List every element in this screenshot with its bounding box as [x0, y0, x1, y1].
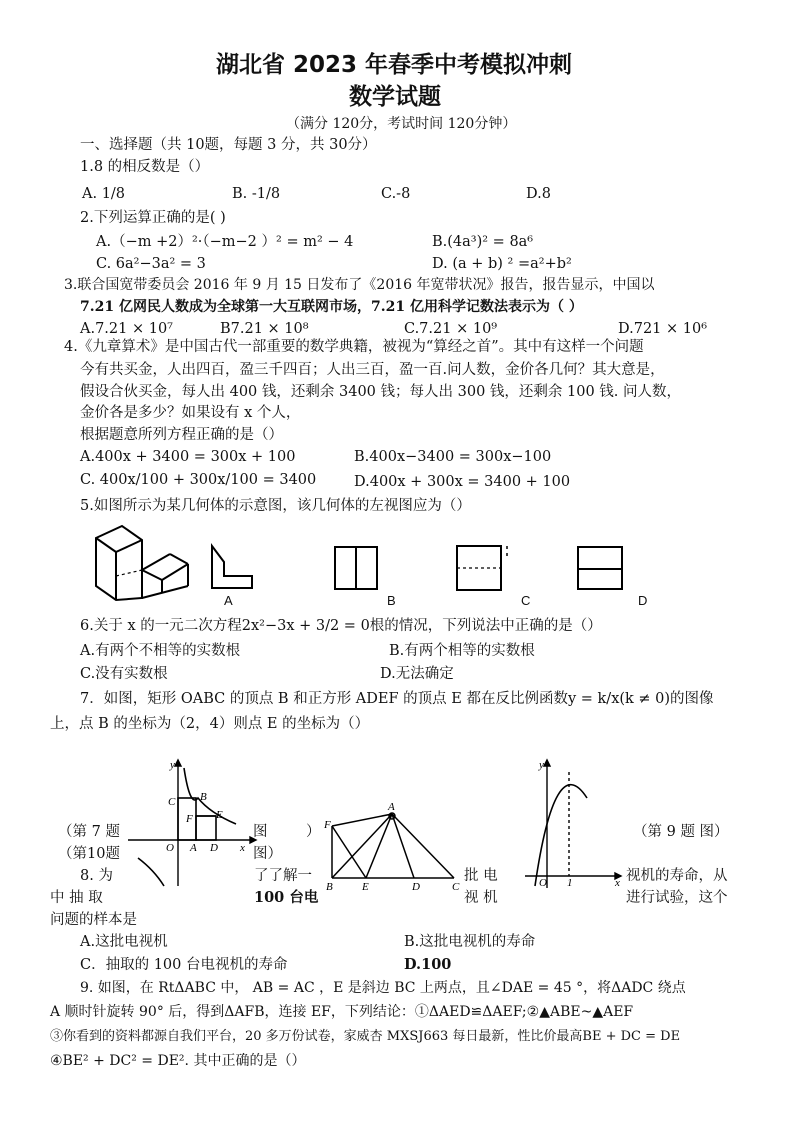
q3-option-c: C.7.21 × 10⁹ — [404, 321, 498, 337]
q4-line4: 金价各是多少？如果设有 x 个人， — [80, 405, 301, 421]
caption-fig10: （第10题 — [58, 846, 120, 862]
q4-line5: 根据题意所列方程正确的是（） — [80, 427, 283, 443]
q6-option-c: C.没有实数根 — [80, 666, 168, 682]
fig7-label-f: F — [186, 813, 193, 825]
fig9-parabola — [515, 758, 625, 890]
q8-frag-a2: 了了解一 — [254, 868, 312, 884]
q8-frag-a1: 8. 为 — [80, 868, 113, 884]
caption-fig7-tu: 图 — [253, 824, 268, 840]
q8-option-a: A.这批电视机 — [80, 934, 168, 950]
q2-option-b: B.(4a³)² = 8a⁶ — [432, 234, 534, 250]
q8-frag-b2: 100 台电 — [254, 889, 319, 906]
q2-option-a: A.（−m +2）²·（−m−2 ）² = m² − 4 — [96, 234, 354, 250]
q9-line1: 9. 如图，在 RtΔABC 中， AB = AC ，E 是斜边 BC 上两点，且∠DAE = 45 °，将ΔADC 绕点 — [80, 980, 686, 996]
q4-option-c: C. 400x/100 + 300x/100 = 3400 — [80, 472, 317, 488]
fig7-label-x: x — [240, 842, 245, 854]
fig9-label-x: x — [615, 877, 620, 889]
fig10-label-c: C — [452, 881, 460, 893]
fig10-label-a: A — [388, 801, 395, 813]
q3-option-b: B7.21 × 10⁸ — [220, 321, 309, 337]
fig7-label-o: O — [166, 842, 174, 854]
q4-line2: 今有共买金，人出四百，盈三千四百；人出三百，盈一百.问人数，金价各几何？其大意是， — [80, 362, 665, 378]
exam-title: 湖北省 2023 年春季中考模拟冲刺 — [216, 52, 573, 78]
caption-fig7: （第 7 题 — [58, 824, 120, 840]
q3-option-a: A.7.21 × 10⁷ — [80, 321, 173, 337]
score-info: （满分 120分，考试时间 120分钟） — [286, 116, 517, 132]
q8-frag-a3: 批 电 — [464, 868, 498, 884]
fig10-label-f: F — [324, 819, 331, 831]
caption-fig10-tu: 图） — [253, 846, 282, 862]
q7-line2: 上，点 B 的坐标为（2，4）则点 E 的坐标为（） — [50, 716, 370, 732]
fig7-label-y: y — [170, 759, 175, 771]
fig10-triangle — [324, 800, 464, 892]
q7-line1: 7．如图，矩形 OABC 的顶点 B 和正方形 ADEF 的顶点 E 都在反比例函数y = k/x(k ≠ 0)的图像 — [80, 691, 714, 707]
q5-view-c — [455, 544, 511, 592]
q5-solid-figure — [92, 524, 192, 604]
caption-fig7-paren: ） — [306, 824, 321, 840]
fig9-label-o: O — [539, 877, 547, 889]
q8-frag-a4: 视机的寿命，从 — [626, 868, 728, 884]
q1-option-a: A. 1/8 — [82, 186, 126, 202]
q9-line3: ③你看到的资料都源自我们平台，20 多万份试卷，家威杏 MXSJ663 每日最新，性比价最高BE + DC = DE — [50, 1029, 681, 1044]
fig7-label-e: E — [216, 809, 223, 821]
fig9-label-1: 1 — [567, 877, 573, 889]
q5-label-b: B — [387, 593, 396, 608]
q6-stem: 6.关于 x 的一元二次方程2x²−3x + 3/2 = 0根的情况，下列说法中正确的是（） — [80, 618, 602, 634]
q5-label-c: C — [521, 593, 531, 608]
fig10-label-e: E — [362, 881, 369, 893]
q8-option-d: D.100 — [404, 956, 452, 973]
q8-frag-b4: 进行试验，这个 — [626, 890, 728, 906]
exam-subtitle: 数学试题 — [349, 84, 441, 110]
fig7-label-d: D — [210, 842, 218, 854]
q3-line2: 7.21 亿网民人数成为全球第一大互联网市场，7.21 亿用科学记数法表示为（ ） — [80, 299, 583, 315]
q6-option-b: B.有两个相等的实数根 — [389, 643, 535, 659]
q5-view-b — [333, 545, 379, 591]
q9-line2: A 顺时针旋转 90° 后，得到ΔAFB，连接 EF，下列结论：①ΔAED≌ΔAEF;②▲ABE~▲AEF — [50, 1004, 634, 1020]
q8-option-b: B.这批电视机的寿命 — [404, 934, 536, 950]
q1-stem: 1.8 的相反数是（） — [80, 159, 210, 175]
q5-view-d — [576, 545, 624, 591]
caption-fig9: （第 9 题 图） — [633, 824, 729, 840]
fig10-label-b: B — [326, 881, 333, 893]
q9-line4: ④BE² + DC² = DE². 其中正确的是（） — [50, 1053, 306, 1069]
q3-line1: 3.联合国宽带委员会 2016 年 9 月 15 日发布了《2016 年宽带状况》报告，报告显示，中国以 — [64, 277, 655, 293]
fig10-label-d: D — [412, 881, 420, 893]
fig7-label-a: A — [190, 842, 197, 854]
q6-option-a: A.有两个不相等的实数根 — [80, 643, 241, 659]
q2-option-d: D. (a + b) ² =a²+b² — [432, 256, 572, 272]
q5-label-a: A — [224, 593, 233, 608]
q5-label-d: D — [638, 593, 648, 608]
q8-frag-b1: 中 抽 取 — [50, 890, 103, 906]
fig7-graph — [128, 758, 258, 888]
fig7-label-c: C — [168, 796, 176, 808]
q4-option-b: B.400x−3400 = 300x−100 — [354, 449, 552, 465]
q1-option-c: C.-8 — [381, 186, 411, 202]
q2-stem: 2.下列运算正确的是( ) — [80, 210, 226, 226]
q6-option-d: D.无法确定 — [380, 666, 454, 682]
q1-option-b: B. -1/8 — [232, 186, 281, 202]
q4-line1: 4.《九章算术》是中国古代一部重要的数学典籍，被视为“算经之首”。其中有这样一个问题 — [64, 339, 644, 355]
q4-option-d: D.400x + 300x = 3400 + 100 — [354, 474, 571, 490]
fig7-label-b: B — [200, 791, 207, 803]
q5-stem: 5.如图所示为某几何体的示意图，该几何体的左视图应为（） — [80, 498, 471, 514]
q5-view-a — [210, 544, 254, 590]
fig9-label-y: y — [539, 759, 544, 771]
section-heading: 一、选择题（共 10题，每题 3 分，共 30分） — [80, 137, 377, 153]
q4-line3: 假设合伙买金，每人出 400 钱，还剩余 3400 钱；每人出 300 钱，还剩余 100 钱. 问人数， — [80, 384, 682, 400]
q4-option-a: A.400x + 3400 = 300x + 100 — [80, 449, 296, 465]
q8-frag-c1: 问题的样本是 — [50, 912, 137, 928]
q2-option-c: C. 6a²−3a² = 3 — [96, 256, 206, 272]
q8-frag-b3: 视 机 — [464, 890, 498, 906]
q1-option-d: D.8 — [526, 186, 551, 202]
q8-option-c: C．抽取的 100 台电视机的寿命 — [80, 957, 288, 973]
q3-option-d: D.721 × 10⁶ — [618, 321, 708, 337]
